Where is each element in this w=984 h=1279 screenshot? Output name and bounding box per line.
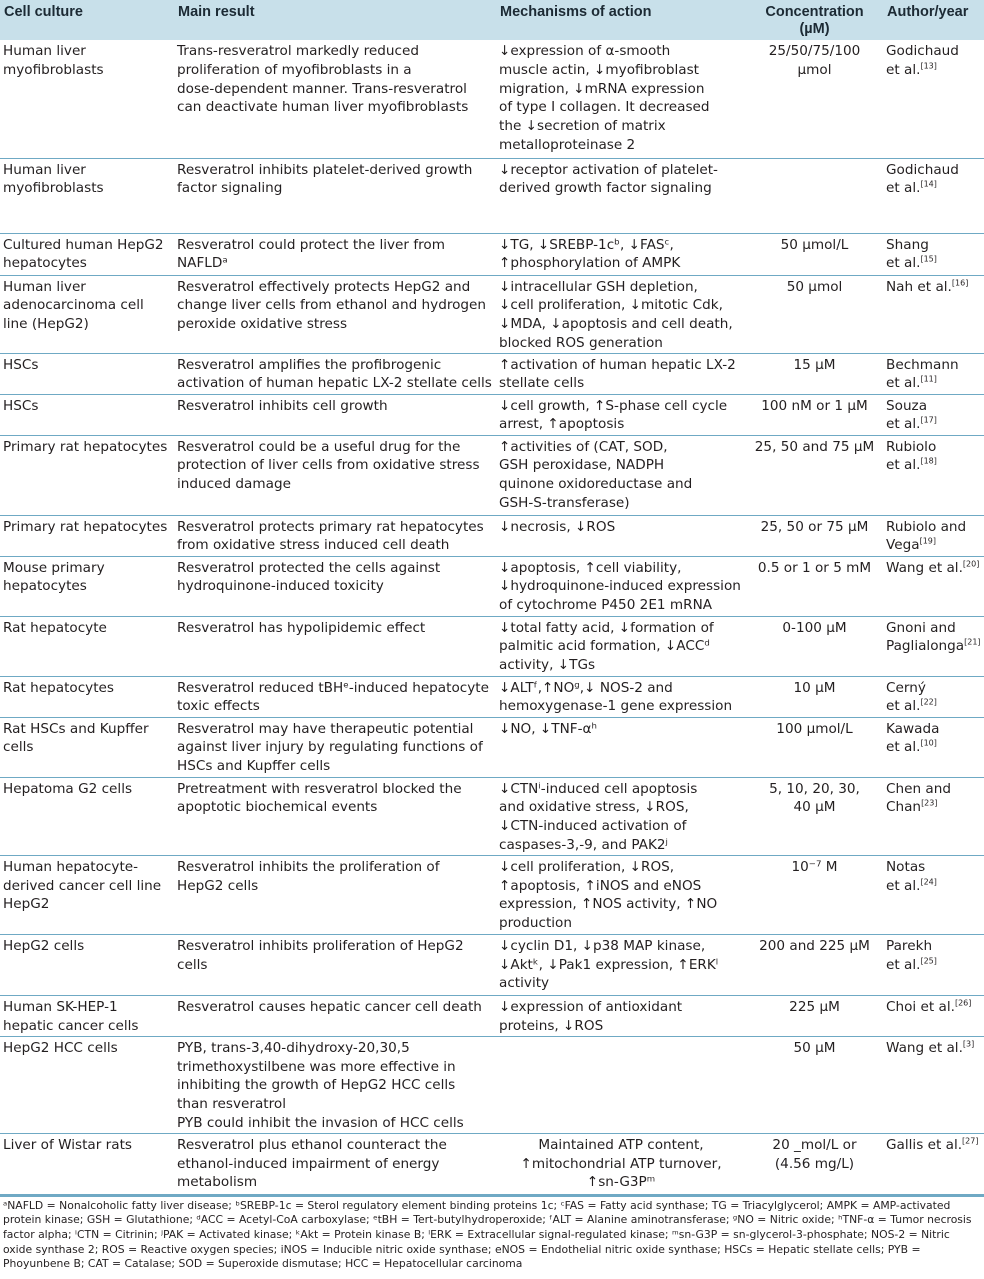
concentration: 50 µM <box>793 1039 836 1056</box>
author-year <box>883 1133 984 1194</box>
author-year <box>883 233 984 275</box>
reference-number: [24] <box>920 877 937 887</box>
table-row <box>0 435 984 515</box>
author-name: Nah et al. <box>886 278 952 295</box>
reference-number: [26] <box>954 998 972 1008</box>
concentration: 200 and 225 µM <box>759 937 870 954</box>
mechanisms: ↑activities of (CAT, SOD, GSH peroxidase, NADPH quinone oxidoreductase and GSH-S-transferase) <box>499 438 693 512</box>
mechanisms: ↓expression of antioxidant proteins, ↓ROS <box>499 998 683 1034</box>
main-result: Resveratrol plus ethanol counteract the ethanol-induced impairment of energy metabolism <box>177 1136 447 1191</box>
reference-number: [22] <box>920 697 937 707</box>
author-year <box>883 435 984 515</box>
reference-number: [15] <box>920 254 937 264</box>
main-result: Resveratrol effectively protects HepG2 and change liver cells from ethanol and hydrogen peroxide oxidative stress <box>177 278 487 333</box>
reference-number: [25] <box>920 956 937 966</box>
mechanisms: ↑activation of human hepatic LX-2 stellate cells <box>499 356 736 392</box>
main-result: Resveratrol protected the cells against hydroquinone-induced toxicity <box>177 559 441 595</box>
main-result: Resveratrol has hypolipidemic effect <box>177 619 426 636</box>
mechanisms: ↓TG, ↓SREBP-1cᵇ, ↓FASᶜ, ↑phosphorylation of AMPK <box>499 236 681 272</box>
reference-number: [20] <box>962 559 980 569</box>
table-row <box>0 515 984 556</box>
concentration: 25/50/75/100 µmol <box>768 43 861 78</box>
table-body <box>0 40 984 1194</box>
author-name: Rubiolo et al. <box>886 438 937 474</box>
main-result: Resveratrol inhibits proliferation of HepG2 cells <box>177 937 464 973</box>
concentration: 225 µM <box>789 998 840 1015</box>
table-row <box>0 556 984 616</box>
mechanisms: ↓intracellular GSH depletion, ↓cell proliferation, ↓mitotic Cdk, ↓MDA, ↓apoptosis and cell death, blocked ROS generation <box>499 278 733 351</box>
reference-number: [17] <box>920 415 937 425</box>
table-row <box>0 717 984 777</box>
cell-culture: HepG2 HCC cells <box>3 1039 118 1056</box>
header-author-year: Author/year <box>883 0 984 40</box>
author-name: Godichaud et al. <box>886 161 959 197</box>
mechanisms: ↓expression of α-smooth muscle actin, ↓myofibroblast migration, ↓mRNA expression of type I collagen. It decreased the ↓secretion of matrix metalloproteinase 2 <box>499 43 710 153</box>
mechanisms: ↓cell proliferation, ↓ROS, ↑apoptosis, ↑iNOS and eNOS expression, ↑NOS activity, ↑NO production <box>499 858 718 932</box>
author-year <box>883 158 984 233</box>
author-year <box>883 275 984 353</box>
author-year <box>883 855 984 934</box>
concentration: 25, 50 or 75 µM <box>760 518 869 535</box>
main-result: Resveratrol inhibits platelet-derived growth factor signaling <box>177 161 473 197</box>
main-result: Resveratrol protects primary rat hepatocytes from oxidative stress induced cell death <box>177 518 484 554</box>
concentration: 0.5 or 1 or 5 mM <box>757 559 872 576</box>
header-concentration: Concentration (µM) <box>746 0 883 40</box>
concentration <box>746 158 883 233</box>
header-mechanisms: Mechanisms of action <box>496 0 746 40</box>
concentration: 50 µmol <box>786 278 843 295</box>
mechanisms: ↓apoptosis, ↑cell viability, ↓hydroquinone-induced expression of cytochrome P450 2E1 mRNA <box>499 559 741 614</box>
table-header <box>0 0 984 40</box>
author-name: Cerný et al. <box>886 679 926 715</box>
reference-number: [13] <box>920 61 937 71</box>
table-row <box>0 777 984 855</box>
table-row <box>0 233 984 275</box>
cell-culture: Human hepatocyte- derived cancer cell line HepG2 <box>3 858 162 913</box>
cell-culture: Human SK-HEP-1 hepatic cancer cells <box>3 998 139 1034</box>
reference-number: [3] <box>962 1039 975 1049</box>
table-row <box>0 676 984 717</box>
author-year <box>883 616 984 676</box>
cell-culture: Mouse primary hepatocytes <box>3 559 105 595</box>
cell-culture: Primary rat hepatocytes <box>3 518 168 535</box>
cell-culture: Human liver adenocarcinoma cell line (HepG2) <box>3 278 144 333</box>
table-footnote: ᵃNAFLD = Nonalcoholic fatty liver disease; ᵇSREBP-1c = Sterol regulatory element binding proteins 1c; ᶜFAS = Fatty acid synthase; TG = Triacylglycerol; AMPK = AMP-activated protein kinase; GSH = Glutathione; ᵈACC = Acetyl-CoA carboxylase; ᵉtBH = Tert-butylhydroperoxide; ᶠALT = Alanine aminotransferase; ᵍNO = Nitric oxide; ʰTNF-α = Tumor necrosis factor alpha; ⁱCTN = Citrinin; ʲPAK = Activated kinase; ᵏAkt = Protein kinase B; ˡERK = Extracellular signal-regulated kinase; ᵐsn-G3P = sn-glycerol-3-phosphate; NOS-2 = Nitric oxide synthase 2; ROS = Reactive oxygen species; iNOS = Inducible nitric oxide synthase; eNOS = Endothelial nitric oxide synthase; HSCs = Hepatic stellate cells; PYB = Phoyunbene B; CAT = Catalase; SOD = Superoxide dismutase; HCC = Hepatocellular carcinoma <box>0 1195 984 1272</box>
author-name: Gallis et al. <box>886 1136 963 1153</box>
author-name: Chen and Chan <box>886 780 951 816</box>
mechanisms <box>496 1036 746 1133</box>
main-result: Resveratrol amplifies the profibrogenic activation of human hepatic LX-2 stellate cells <box>177 356 492 392</box>
concentration: 20 _mol/L or (4.56 mg/L) <box>772 1136 857 1172</box>
author-year <box>883 353 984 394</box>
main-result: Trans-resveratrol markedly reduced proliferation of myofibroblasts in a dose-dependent manner. Trans-resveratrol can deactivate human liver myofibroblasts <box>177 43 469 116</box>
mechanisms: ↓NO, ↓TNF-αʰ <box>499 720 597 737</box>
author-year <box>883 717 984 777</box>
author-name: Rubiolo and Vega <box>886 518 967 554</box>
author-year <box>883 995 984 1036</box>
main-result: Pretreatment with resveratrol blocked the apoptotic biochemical events <box>177 780 462 816</box>
reference-number: [14] <box>920 179 937 189</box>
author-name: Gnoni and Paglialonga <box>886 619 965 655</box>
mechanisms: ↓receptor activation of platelet- derived growth factor signaling <box>499 161 718 197</box>
table-row <box>0 275 984 353</box>
reference-number: [11] <box>920 374 937 384</box>
table-row <box>0 1133 984 1194</box>
author-year <box>883 515 984 556</box>
concentration: 10 µM <box>793 679 836 696</box>
header-main-result: Main result <box>174 0 496 40</box>
cell-culture: HSCs <box>3 356 39 373</box>
header-cell-culture: Cell culture <box>0 0 174 40</box>
reference-number: [23] <box>921 798 938 808</box>
mechanisms: ↓total fatty acid, ↓formation of palmitic acid formation, ↓ACCᵈ activity, ↓TGs <box>499 619 714 674</box>
table-row <box>0 1036 984 1133</box>
reference-number: [19] <box>919 536 936 546</box>
concentration: 100 µmol/L <box>776 720 853 737</box>
concentration: 0-100 µM <box>782 619 847 636</box>
cell-culture: Primary rat hepatocytes <box>3 438 168 455</box>
author-year <box>883 394 984 435</box>
author-name: Parekh et al. <box>886 937 933 973</box>
mechanisms: ↓cell growth, ↑S-phase cell cycle arrest, ↑apoptosis <box>499 397 728 433</box>
mechanisms: ↓CTNⁱ-induced cell apoptosis and oxidative stress, ↓ROS, ↓CTN-induced activation of caspases-3,-9, and PAK2ʲ <box>499 780 698 854</box>
author-name: Kawada et al. <box>886 720 940 756</box>
author-year <box>883 556 984 616</box>
author-name: Wang et al. <box>886 1039 963 1056</box>
concentration: 5, 10, 20, 30, 40 µM <box>769 780 860 816</box>
author-name: Bechmann et al. <box>886 356 959 392</box>
author-name: Choi et al. <box>886 998 955 1015</box>
author-year <box>883 934 984 995</box>
author-name: Shang et al. <box>886 236 929 272</box>
table-row <box>0 394 984 435</box>
author-name: Notas et al. <box>886 858 926 894</box>
table-row <box>0 616 984 676</box>
cell-culture: Liver of Wistar rats <box>3 1136 132 1153</box>
table-row <box>0 158 984 233</box>
main-result: Resveratrol could be a useful drug for the protection of liver cells from oxidative stress induced damage <box>177 438 480 493</box>
cell-culture: Rat hepatocytes <box>3 679 115 696</box>
author-year <box>883 676 984 717</box>
reference-number: [16] <box>951 277 969 287</box>
reference-number: [18] <box>920 456 937 466</box>
mechanisms: Maintained ATP content, ↑mitochondrial ATP turnover, ↑sn-G3Pᵐ <box>520 1136 722 1191</box>
concentration: 10⁻⁷ M <box>791 858 838 875</box>
table-row <box>0 353 984 394</box>
main-result: Resveratrol causes hepatic cancer cell death <box>177 998 482 1015</box>
mechanisms: ↓ALTᶠ,↑NOᵍ,↓ NOS-2 and hemoxygenase-1 gene expression <box>499 679 733 715</box>
reference-number: [21] <box>964 637 981 647</box>
author-year <box>883 1036 984 1133</box>
concentration: 50 µmol/L <box>780 236 849 253</box>
author-year <box>883 40 984 158</box>
reference-number: [10] <box>920 738 937 748</box>
cell-culture: Cultured human HepG2 hepatocytes <box>3 236 164 272</box>
concentration: 25, 50 and 75 µM <box>754 438 875 455</box>
table-row <box>0 995 984 1036</box>
mechanisms: ↓necrosis, ↓ROS <box>499 518 616 535</box>
main-result: Resveratrol inhibits the proliferation of HepG2 cells <box>177 858 440 894</box>
cell-culture: Rat HSCs and Kupffer cells <box>3 720 149 756</box>
author-name: Wang et al. <box>886 559 963 576</box>
cell-culture: HepG2 cells <box>3 937 85 954</box>
cell-culture: Hepatoma G2 cells <box>3 780 133 797</box>
reference-number: [27] <box>962 1136 979 1146</box>
cell-culture: Rat hepatocyte <box>3 619 107 636</box>
mechanisms: ↓cyclin D1, ↓p38 MAP kinase, ↓Aktᵏ, ↓Pak1 expression, ↑ERKˡ activity <box>499 937 719 992</box>
cell-culture: Human liver myofibroblasts <box>3 161 104 197</box>
main-result: Resveratrol could protect the liver from NAFLDᵃ <box>177 236 445 272</box>
author-name: Souza et al. <box>886 397 928 433</box>
table-row <box>0 855 984 934</box>
concentration: 100 nM or 1 µM <box>761 397 868 414</box>
main-result: Resveratrol may have therapeutic potential against liver injury by regulating functions of HSCs and Kupffer cells <box>177 720 483 775</box>
author-name: Godichaud et al. <box>886 43 959 78</box>
main-result: PYB, trans-3,40-dihydroxy-20,30,5 trimethoxystilbene was more effective in inhibiting the growth of HepG2 HCC cells than resveratrol PYB could inhibit the invasion of HCC cells <box>177 1039 464 1132</box>
main-result: Resveratrol inhibits cell growth <box>177 397 388 414</box>
concentration: 15 µM <box>793 356 836 373</box>
cell-culture: Human liver myofibroblasts <box>3 43 104 78</box>
main-result: Resveratrol reduced tBHᵉ-induced hepatocyte toxic effects <box>177 679 489 715</box>
cell-culture: HSCs <box>3 397 39 414</box>
author-year <box>883 777 984 855</box>
table-row <box>0 40 984 158</box>
table-row <box>0 934 984 995</box>
